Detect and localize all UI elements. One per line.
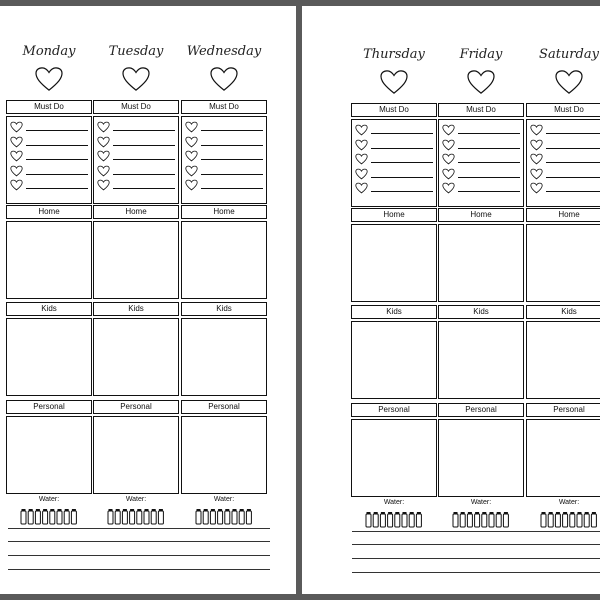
water-label: Water: bbox=[38, 496, 60, 503]
task-row[interactable] bbox=[97, 120, 177, 134]
task-row[interactable] bbox=[185, 149, 265, 163]
notes-line[interactable] bbox=[352, 544, 600, 545]
notes-line[interactable] bbox=[8, 555, 270, 556]
task-row[interactable] bbox=[442, 167, 522, 181]
task-line bbox=[113, 188, 175, 189]
task-row[interactable] bbox=[185, 120, 265, 134]
task-row[interactable] bbox=[10, 164, 90, 178]
kids-label: Kids bbox=[93, 302, 179, 316]
task-row[interactable] bbox=[442, 123, 522, 137]
task-row[interactable] bbox=[442, 138, 522, 152]
task-line bbox=[113, 174, 175, 175]
water-label: Water: bbox=[470, 499, 492, 506]
personal-label: Personal bbox=[181, 400, 267, 414]
kids-box[interactable] bbox=[93, 318, 179, 396]
task-row[interactable] bbox=[530, 181, 600, 195]
task-row[interactable] bbox=[530, 167, 600, 181]
task-line bbox=[26, 145, 88, 146]
heart-icon bbox=[553, 69, 585, 95]
task-row[interactable] bbox=[97, 149, 177, 163]
task-row[interactable] bbox=[10, 120, 90, 134]
day-name: Thursday bbox=[363, 47, 425, 62]
home-box[interactable] bbox=[526, 224, 600, 302]
notes-line[interactable] bbox=[352, 572, 600, 573]
water-glass-icon[interactable] bbox=[19, 508, 79, 526]
home-box[interactable] bbox=[438, 224, 524, 302]
heart-icon bbox=[208, 66, 240, 92]
home-box[interactable] bbox=[93, 221, 179, 299]
task-row[interactable] bbox=[530, 138, 600, 152]
task-row[interactable] bbox=[185, 135, 265, 149]
home-label: Home bbox=[438, 208, 524, 222]
personal-box[interactable] bbox=[181, 416, 267, 494]
task-row[interactable] bbox=[355, 123, 435, 137]
personal-box[interactable] bbox=[351, 419, 437, 497]
task-line bbox=[113, 145, 175, 146]
task-line bbox=[546, 133, 600, 134]
heart-icon bbox=[378, 69, 410, 95]
right-page bbox=[302, 6, 600, 594]
water-glass-icon[interactable] bbox=[106, 508, 166, 526]
task-row[interactable] bbox=[442, 181, 522, 195]
must-do-label: Must Do bbox=[181, 100, 267, 114]
task-line bbox=[26, 130, 88, 131]
task-line bbox=[458, 177, 520, 178]
task-line bbox=[458, 148, 520, 149]
water-label: Water: bbox=[125, 496, 147, 503]
water-glass-icon[interactable] bbox=[539, 511, 599, 529]
kids-label: Kids bbox=[526, 305, 600, 319]
water-label: Water: bbox=[558, 499, 580, 506]
water-glass-icon[interactable] bbox=[194, 508, 254, 526]
personal-label: Personal bbox=[438, 403, 524, 417]
task-row[interactable] bbox=[97, 164, 177, 178]
day-name: Friday bbox=[459, 47, 503, 62]
kids-box[interactable] bbox=[181, 318, 267, 396]
task-line bbox=[458, 162, 520, 163]
day-name: Wednesday bbox=[186, 44, 262, 59]
task-row[interactable] bbox=[97, 135, 177, 149]
task-row[interactable] bbox=[355, 138, 435, 152]
left-page bbox=[0, 6, 296, 594]
must-do-box[interactable] bbox=[351, 119, 437, 207]
task-row[interactable] bbox=[355, 152, 435, 166]
must-do-label: Must Do bbox=[438, 103, 524, 117]
personal-box[interactable] bbox=[526, 419, 600, 497]
task-line bbox=[201, 159, 263, 160]
personal-label: Personal bbox=[526, 403, 600, 417]
task-row[interactable] bbox=[185, 164, 265, 178]
water-label: Water: bbox=[213, 496, 235, 503]
task-line bbox=[371, 177, 433, 178]
day-name: Tuesday bbox=[108, 44, 164, 59]
kids-label: Kids bbox=[351, 305, 437, 319]
task-line bbox=[26, 174, 88, 175]
task-line bbox=[371, 148, 433, 149]
task-line bbox=[458, 133, 520, 134]
task-line bbox=[26, 188, 88, 189]
task-row[interactable] bbox=[185, 178, 265, 192]
task-line bbox=[546, 162, 600, 163]
heart-icon bbox=[465, 69, 497, 95]
kids-label: Kids bbox=[6, 302, 92, 316]
heart-icon bbox=[120, 66, 152, 92]
task-line bbox=[371, 162, 433, 163]
must-do-label: Must Do bbox=[93, 100, 179, 114]
task-line bbox=[201, 130, 263, 131]
task-line bbox=[371, 191, 433, 192]
kids-box[interactable] bbox=[351, 321, 437, 399]
task-line bbox=[201, 174, 263, 175]
task-line bbox=[546, 148, 600, 149]
home-label: Home bbox=[93, 205, 179, 219]
kids-box[interactable] bbox=[6, 318, 92, 396]
personal-label: Personal bbox=[6, 400, 92, 414]
task-line bbox=[371, 133, 433, 134]
task-row[interactable] bbox=[355, 167, 435, 181]
home-box[interactable] bbox=[351, 224, 437, 302]
must-do-box[interactable] bbox=[438, 119, 524, 207]
home-label: Home bbox=[6, 205, 92, 219]
task-row[interactable] bbox=[355, 181, 435, 195]
must-do-label: Must Do bbox=[6, 100, 92, 114]
home-label: Home bbox=[181, 205, 267, 219]
personal-label: Personal bbox=[93, 400, 179, 414]
must-do-box[interactable] bbox=[181, 116, 267, 204]
task-line bbox=[26, 159, 88, 160]
must-do-box[interactable] bbox=[93, 116, 179, 204]
task-line bbox=[458, 191, 520, 192]
must-do-box[interactable] bbox=[6, 116, 92, 204]
task-row[interactable] bbox=[10, 178, 90, 192]
kids-box[interactable] bbox=[438, 321, 524, 399]
notes-line[interactable] bbox=[8, 541, 270, 542]
task-line bbox=[546, 177, 600, 178]
home-box[interactable] bbox=[6, 221, 92, 299]
notes-line[interactable] bbox=[8, 569, 270, 570]
must-do-label: Must Do bbox=[526, 103, 600, 117]
task-row[interactable] bbox=[10, 149, 90, 163]
heart-icon bbox=[33, 66, 65, 92]
task-row[interactable] bbox=[442, 152, 522, 166]
task-line bbox=[201, 188, 263, 189]
kids-box[interactable] bbox=[526, 321, 600, 399]
task-line bbox=[113, 130, 175, 131]
home-label: Home bbox=[351, 208, 437, 222]
must-do-box[interactable] bbox=[526, 119, 600, 207]
personal-box[interactable] bbox=[6, 416, 92, 494]
task-row[interactable] bbox=[530, 123, 600, 137]
personal-box[interactable] bbox=[438, 419, 524, 497]
personal-label: Personal bbox=[351, 403, 437, 417]
task-row[interactable] bbox=[97, 178, 177, 192]
personal-box[interactable] bbox=[93, 416, 179, 494]
task-row[interactable] bbox=[530, 152, 600, 166]
water-glass-icon[interactable] bbox=[451, 511, 511, 529]
home-label: Home bbox=[526, 208, 600, 222]
notes-line[interactable] bbox=[352, 558, 600, 559]
kids-label: Kids bbox=[438, 305, 524, 319]
notes-line[interactable] bbox=[8, 528, 270, 529]
task-line bbox=[546, 191, 600, 192]
water-glass-icon[interactable] bbox=[364, 511, 424, 529]
must-do-label: Must Do bbox=[351, 103, 437, 117]
task-line bbox=[113, 159, 175, 160]
water-label: Water: bbox=[383, 499, 405, 506]
day-name: Saturday bbox=[539, 47, 599, 62]
kids-label: Kids bbox=[181, 302, 267, 316]
task-row[interactable] bbox=[10, 135, 90, 149]
day-name: Monday bbox=[22, 44, 76, 59]
task-line bbox=[201, 145, 263, 146]
notes-line[interactable] bbox=[352, 531, 600, 532]
home-box[interactable] bbox=[181, 221, 267, 299]
